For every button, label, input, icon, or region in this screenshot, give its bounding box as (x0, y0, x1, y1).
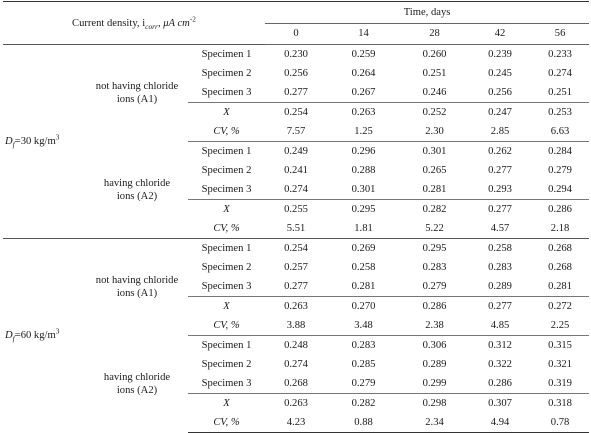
current-density-sub: corr (145, 21, 158, 31)
day-header: 0 (265, 24, 327, 45)
value-cell: 0.267 (351, 87, 376, 98)
value-cell: 0.318 (531, 394, 589, 414)
value-cell: 0.230 (265, 45, 327, 65)
value-cell: 0.295 (400, 239, 469, 259)
value-cell: 0.277 (284, 87, 308, 98)
value-cell: 0.315 (531, 336, 589, 356)
value-cell: 0.256 (488, 87, 512, 98)
value-cell: 0.245 (488, 68, 512, 79)
df-value: =30 kg/m (14, 136, 56, 147)
row-label: X (188, 200, 265, 220)
value-cell: 1.81 (354, 223, 373, 234)
value-cell: 0.251 (548, 87, 572, 98)
row-label: Specimen 3 (201, 87, 252, 98)
df-value: =60 kg/m (14, 330, 56, 342)
value-cell: 0.248 (265, 336, 327, 356)
value-cell: 0.289 (488, 281, 512, 292)
row-label: Specimen 3 (201, 281, 252, 292)
corrosion-current-table (3, 1, 589, 433)
day-header: 14 (327, 24, 400, 45)
value-cell: 0.239 (469, 45, 531, 65)
value-cell: 3.88 (286, 320, 306, 331)
value-cell: 0.249 (265, 142, 327, 162)
df-sup: 3 (55, 326, 60, 336)
value-cell: 0.257 (284, 262, 308, 273)
df-prefix: D (5, 330, 13, 342)
value-cell: 0.269 (327, 239, 400, 259)
row-label: Specimen 2 (201, 359, 252, 370)
value-cell: 5.51 (286, 223, 306, 234)
value-cell: 0.255 (265, 200, 327, 220)
chloride-group-label (86, 336, 188, 433)
value-cell: 0.256 (284, 68, 308, 79)
value-cell: 0.279 (548, 165, 572, 176)
value-cell: 0.286 (400, 297, 469, 317)
df-sup: 3 (55, 132, 60, 142)
value-cell: 0.281 (351, 281, 376, 292)
value-cell: 0.283 (327, 336, 400, 356)
group-label-line2: ions (A1) (116, 94, 158, 106)
value-cell: 0.268 (531, 239, 589, 259)
current-density-header: Current density, $i_{corr}$, μA $cm^{-2}$ (3, 2, 265, 45)
row-label: Specimen 2 (201, 262, 252, 273)
df-sub: f (12, 140, 15, 150)
fiber-dosage-label (3, 239, 86, 433)
value-cell: 0.246 (422, 87, 447, 98)
value-cell: 2.30 (425, 126, 444, 137)
value-cell: 3.48 (354, 320, 373, 331)
value-cell: 0.286 (488, 378, 512, 389)
value-cell: 0.298 (400, 394, 469, 414)
value-cell: 4.57 (490, 223, 510, 234)
value-cell: 0.279 (422, 281, 447, 292)
row-label: Specimen 3 (201, 378, 252, 389)
value-cell: 0.262 (469, 142, 531, 162)
table-row (3, 45, 589, 65)
value-cell: 0.268 (284, 378, 308, 389)
value-cell: 0.299 (422, 378, 447, 389)
current-density-unit: μA cm (163, 17, 190, 29)
value-cell: 0.286 (531, 200, 589, 220)
value-cell: 0.258 (351, 262, 376, 273)
value-cell: 0.301 (351, 184, 376, 195)
table-body (3, 2, 589, 433)
value-cell: 0.251 (422, 68, 447, 79)
value-cell: 0.319 (548, 378, 572, 389)
row-label: X (188, 103, 265, 123)
value-cell: 0.247 (469, 103, 531, 123)
value-cell: 1.25 (354, 126, 373, 137)
value-cell: 4.23 (265, 413, 327, 433)
value-cell: 5.22 (425, 223, 444, 234)
value-cell: 0.293 (488, 184, 512, 195)
value-cell: 0.265 (422, 165, 447, 176)
value-cell: 0.283 (488, 262, 512, 273)
value-cell: 0.284 (531, 142, 589, 162)
value-cell: 2.34 (400, 413, 469, 433)
row-label: Specimen 1 (188, 239, 265, 259)
value-cell: 0.264 (351, 68, 376, 79)
value-cell: 0.274 (284, 184, 308, 195)
value-cell: 0.295 (327, 200, 400, 220)
value-cell: 0.277 (469, 297, 531, 317)
value-cell: 0.283 (422, 262, 447, 273)
value-cell: 2.85 (490, 126, 510, 137)
value-cell: 0.289 (422, 359, 447, 370)
value-cell: 0.282 (327, 394, 400, 414)
value-cell: 4.85 (490, 320, 510, 331)
chloride-group-label (86, 142, 188, 239)
value-cell: 0.270 (327, 297, 400, 317)
value-cell: 0.263 (327, 103, 400, 123)
value-cell: 0.277 (284, 281, 308, 292)
value-cell: 0.285 (351, 359, 376, 370)
value-cell: 4.94 (469, 413, 531, 433)
value-cell: 0.263 (265, 394, 327, 414)
group-label-line1: not having chloride (95, 81, 179, 93)
group-label-line1: not having chloride (95, 275, 179, 287)
header-row-1 (3, 2, 589, 24)
table-row (3, 336, 589, 356)
row-label: X (188, 394, 265, 414)
group-label-line1: having chloride (103, 372, 171, 383)
df-sub: f (12, 334, 15, 344)
row-label: CV, % (213, 320, 240, 331)
value-cell: 6.63 (550, 126, 570, 137)
row-label: Specimen 1 (188, 45, 265, 65)
value-cell: 0.272 (531, 297, 589, 317)
table-row (3, 142, 589, 162)
row-label: Specimen 3 (201, 184, 252, 195)
row-label: X (188, 297, 265, 317)
table-row (3, 239, 589, 259)
row-label: CV, % (188, 413, 265, 433)
value-cell: 0.321 (548, 359, 572, 370)
value-cell: 0.254 (265, 103, 327, 123)
value-cell: 0.277 (488, 165, 512, 176)
value-cell: 0.279 (351, 378, 376, 389)
value-cell: 0.282 (400, 200, 469, 220)
value-cell: 2.18 (550, 223, 570, 234)
value-cell: 0.281 (422, 184, 447, 195)
value-cell: 2.38 (425, 320, 444, 331)
chloride-group-label (86, 239, 188, 336)
value-cell: 0.259 (327, 45, 400, 65)
group-label-line1: having chloride (103, 177, 171, 189)
value-cell: 7.57 (286, 126, 306, 137)
group-label-line2: ions (A2) (116, 190, 158, 202)
df-prefix: D (5, 136, 13, 147)
value-cell: 0.301 (400, 142, 469, 162)
row-label: Specimen 2 (201, 165, 252, 176)
value-cell: 0.294 (548, 184, 572, 195)
day-header: 42 (469, 24, 531, 45)
row-label: Specimen 1 (188, 336, 265, 356)
value-cell: 0.253 (531, 103, 589, 123)
value-cell: 0.78 (531, 413, 589, 433)
group-label-line2: ions (A1) (116, 288, 158, 300)
value-cell: 0.281 (548, 281, 572, 292)
value-cell: 0.312 (469, 336, 531, 356)
time-days-header: Time, days (265, 2, 589, 24)
row-label: Specimen 2 (201, 68, 252, 79)
value-cell: 0.254 (265, 239, 327, 259)
value-cell: 0.263 (265, 297, 327, 317)
value-cell: 2.25 (550, 320, 570, 331)
current-density-unit-sup: -2 (189, 13, 197, 23)
row-label: CV, % (213, 223, 240, 234)
day-header: 28 (400, 24, 469, 45)
group-label-line2: ions (A2) (116, 385, 158, 396)
row-label: Specimen 1 (188, 142, 265, 162)
current-density-label: Current density, i (72, 17, 146, 29)
row-label: CV, % (213, 126, 240, 137)
value-cell: 0.252 (400, 103, 469, 123)
value-cell: 0.307 (469, 394, 531, 414)
value-cell: 0.88 (327, 413, 400, 433)
value-cell: 0.268 (548, 262, 572, 273)
value-cell: 0.258 (469, 239, 531, 259)
value-cell: 0.296 (327, 142, 400, 162)
value-cell: 0.306 (400, 336, 469, 356)
day-header: 56 (531, 24, 589, 45)
fiber-dosage-label (3, 45, 86, 239)
value-cell: 0.274 (548, 68, 572, 79)
chloride-group-label (86, 45, 188, 142)
value-cell: 0.274 (284, 359, 308, 370)
value-cell: 0.260 (400, 45, 469, 65)
value-cell: 0.288 (351, 165, 376, 176)
value-cell: 0.322 (488, 359, 512, 370)
value-cell: 0.233 (531, 45, 589, 65)
value-cell: 0.241 (284, 165, 308, 176)
value-cell: 0.277 (469, 200, 531, 220)
